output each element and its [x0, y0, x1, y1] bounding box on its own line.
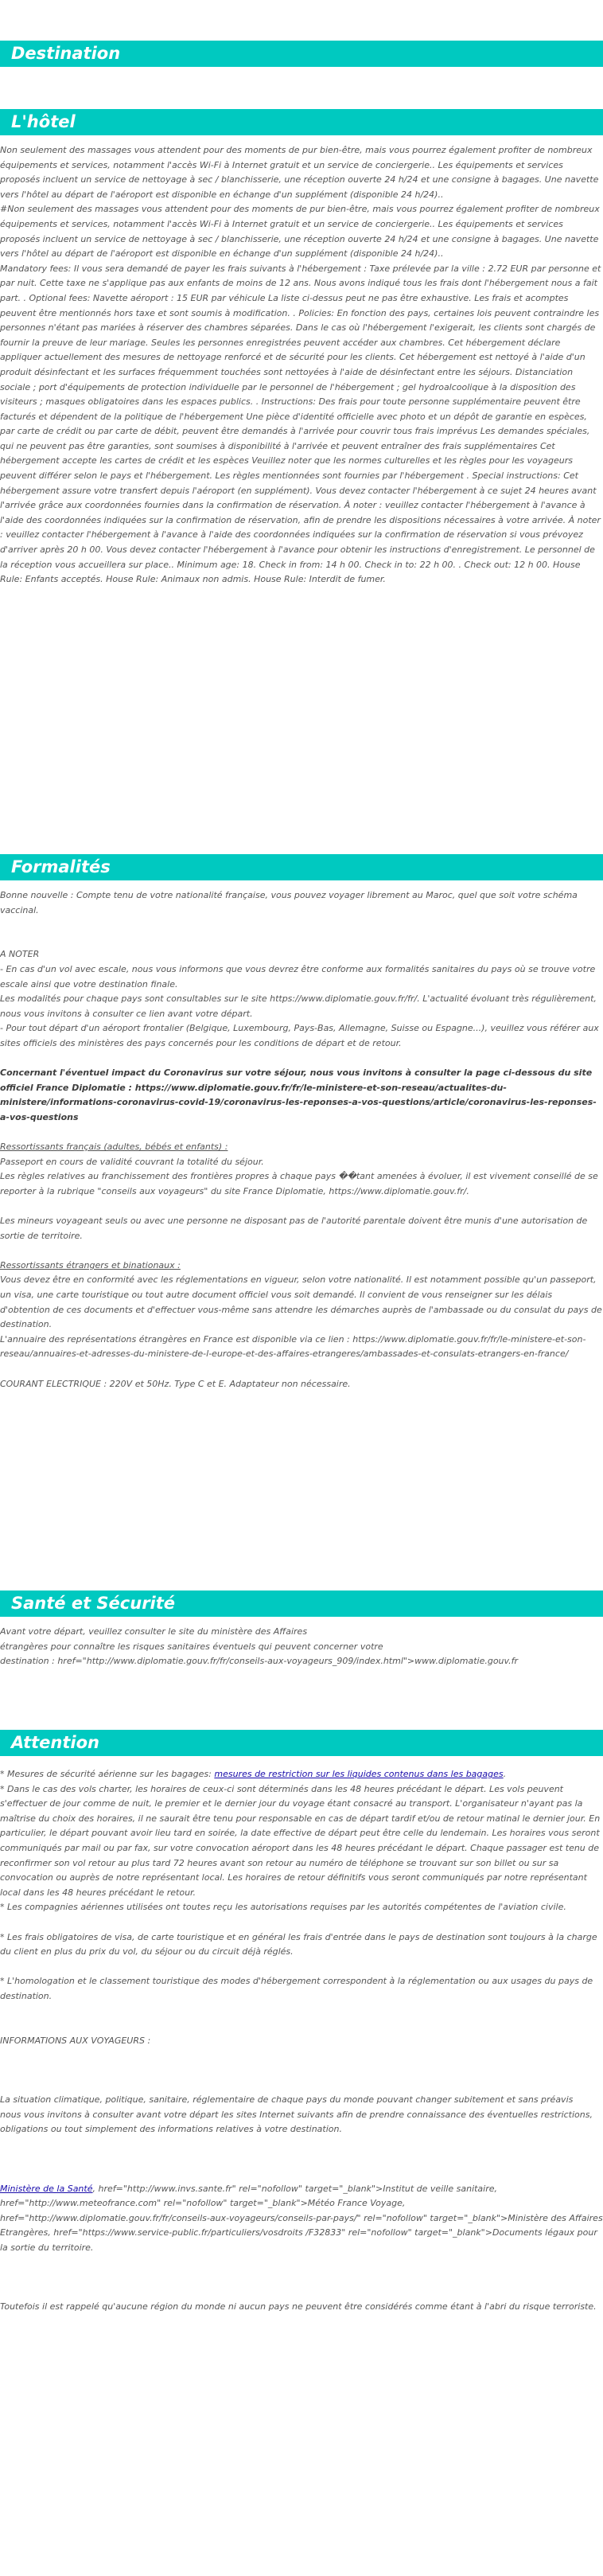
sante-line-2: étrangères pour connaître les risques sanitaires éventuels qui peuvent concerner votre: [0, 1641, 383, 1652]
hotel-description-duplicate: #Non seulement des massages vous attendent pour des moments de pur bien-être, mais vous pourrez également profiter de nombreux équipements et services, notamment l'accès Wi-Fi à Internet gratuit et un service de conciergerie.. Les équipements et services proposés incluent un service de nettoyage à sec / blanchisserie, une réception ouverte 24 h/24 et une consigne à bagages. Une navette vers l'hôtel au départ de l'aéroport est disponible en échange d'un supplément (disponible 24 h/24)..: [0, 204, 600, 260]
sante-line-1: Avant votre départ, veuillez consulter le site du ministère des Affaires: [0, 1626, 308, 1637]
note-modalites: Les modalités pour chaque pays sont consultables sur le site https://www.diplomatie.gouv.fr/fr/. L'actualité évoluant très régulièrement, nous vous invitons à consulter ce lien avant votre départ.: [0, 993, 597, 1019]
frontieres-rules: Les règles relatives au franchissement des frontières propres à chaque pays ��tant amenées à évoluer, il est vivement conseillé de se reporter à la rubrique "conseils aux voyageurs" du site France Diplomatie, https://www.diplomatie.gouv.fr/.: [0, 1171, 598, 1196]
ministere-sante-link[interactable]: Ministère de la Santé: [0, 2183, 93, 2194]
passeport-requirement: Passeport en cours de validité couvrant la totalité du séjour.: [0, 1156, 264, 1167]
sante-line-3: destination : href="http://www.diplomatie.gouv.fr/fr/conseils-aux-voyageurs_909/index.html">www.diplomatie.gouv.fr: [0, 1656, 519, 1667]
covid-notice: Concernant l'éventuel impact du Coronavirus sur votre séjour, nous vous invitons à consulter la page ci-dessous du site officiel France Diplomatie : https://www.diplomatie.gouv.fr/fr/le-ministere-et-son-reseau/actualites-du-ministere/informations-coronavirus-covid-19/coronavirus-les-reponses-a-vos-questions/article/coronavirus-les-reponses-a-vos-questions: [0, 1067, 597, 1122]
mesures-securite: [0, 1767, 603, 1782]
situation-line-2: nous vous invitons à consulter avant votre départ les sites Internet suivants afin de prendre connaissance des éventuelles restrictions, obligations ou tout simplement des informations relatives à votre destination.: [0, 2109, 593, 2135]
mesures-restriction-link[interactable]: mesures de restriction sur les liquides contenus dans les bagages: [214, 1769, 504, 1779]
mineurs-notice: Les mineurs voyageant seuls ou avec une personne ne disposant pas de l'autorité parentale doivent être munis d'une autorisation de sortie de territoire.: [0, 1216, 588, 1241]
section-header-hotel: L'hôtel: [0, 109, 603, 135]
homologation: * L'homologation et le classement touristique des modes d'hébergement correspondent à la réglementation ou aux usages du pays de destination.: [0, 1976, 593, 2001]
hotel-fees-policies: Mandatory fees: Il vous sera demandé de payer les frais suivants à l'hébergement : Taxe prélevée par la ville : 2.72 EUR par personne et par nuit. Cette taxe ne s'applique pas aux enfants de moins de 12 ans. Nous avons indiqué tous les frais dont l'hébergement nous a fait part. . Optional fees: Navette aéroport : 15 EUR par véhicule La liste ci-dessus peut ne pas être exhaustive. Les frais et acomptes peuvent être mentionnés hors taxe et sont soumis à modification. . Policies: En fonction des pays, certaines lois peuvent contraindre les personnes n'étant pas mariées à réserver des chambres séparées. Dans le cas où l'hébergement l'exigerait, les clients sont chargés de fournir la preuve de leur mariage. Seules les personnes enregistrées peuvent accéder aux chambres. Cet hébergement déclare appliquer actuellement des mesures de nettoyage renforcé et de sécurité pour les clients. Cet hébergement est nettoyé à l'aide d'un produit désinfectant et les surfaces fréquemment touchées sont nettoyées à l'aide de désinfectant entre les séjours. Distanciation sociale ; port d'équipements de protection individuelle par le personnel de l'hébergement ; gel hydroalcoolique à la disposition des visiteurs ; masques obligatoires dans les espaces publics. . Instructions: Des frais pour toute personne supplémentaire peuvent être facturés et dépendent de la politique de l'hébergement Une pièce d'identité officielle avec photo et un dépôt de garantie en espèces, par carte de crédit ou par carte de débit, peuvent être demandés à l'arrivée pour couvrir tous frais imprévus Les demandes spéciales, qui ne peuvent pas être garanties, sont soumises à disponibilité à l'arrivée et peuvent entraîner des frais supplémentaires Cet hébergement accepte les cartes de crédit et les espèces Veuillez noter que les normes culturelles et les règles pour les voyageurs peuvent différer selon le pays et l'hébergement. Les règles mentionnées sont fournies par l'hébergement . Special instructions: Cet hébergement assure votre transfert depuis l'aéroport (en supplément). Vous devez contacter l'hébergement à ce sujet 24 heures avant l'arrivée grâce aux coordonnées fournies dans la confirmation de réservation. À noter : veuillez contacter l'hébergement à l'avance à l'aide des coordonnées indiquées sur la confirmation de réservation, afin de prendre les dispositions nécessaires à votre arrivée. À noter : veuillez contacter l'hébergement à l'avance à l'aide des coordonnées indiquées sur la confirmation de réservation si vous prévoyez d'arriver après 20 h 00. Vous devez contacter l'hébergement à l'avance pour obtenir les instructions d'enregistrement. Le personnel de la réception vous accueillera sur place.. Minimum age: 18. Check in from: 14 h 00. Check in to: 22 h 00. . Check out: 12 h 00. House Rule: Enfants acceptés. House Rule: Animaux non admis. House Rule: Interdit de fumer.: [0, 263, 601, 585]
note-aeroport-frontalier: - Pour tout départ d'un aéroport frontalier (Belgique, Luxembourg, Pays-Bas, Allemagne, Suisse ou Espagne...), veuillez vous référer aux sites officiels des ministères des pays concernés pour les conditions de départ et de retour.: [0, 1023, 599, 1048]
risque-terroriste: Toutefois il est rappelé qu'aucune région du monde ni aucun pays ne peuvent être considérés comme étant à l'abri du risque terroriste.: [0, 2301, 597, 2313]
mesures-suffix: .: [503, 1769, 507, 1779]
section-header-attention: Attention: [0, 1730, 603, 1756]
ressortissants-etrangers-title: Ressortissants étrangers et binationaux :: [0, 1259, 181, 1270]
compagnies-aeriennes: * Les compagnies aériennes utilisées ont toutes reçu les autorisations requises par les autorités compétentes de l'aviation civile.: [0, 1902, 566, 1913]
courant-electrique: COURANT ELECTRIQUE : 220V et 50Hz. Type C et E. Adaptateur non nécessaire.: [0, 1378, 351, 1389]
frais-obligatoires: * Les frais obligatoires de visa, de carte touristique et en général les frais d'entrée dans le pays de destination sont toujours à la charge du client en plus du prix du vol, du séjour ou du circuit déjà réglés.: [0, 1931, 597, 1957]
hotel-description: Non seulement des massages vous attendent pour des moments de pur bien-être, mais vous pourrez également profiter de nombreux équipements et services, notamment l'accès Wi-Fi à Internet gratuit et un service de conciergerie.. Les équipements et services proposés incluent un service de nettoyage à sec / blanchisserie, une réception ouverte 24 h/24 et une consigne à bagages. Une navette vers l'hôtel au départ de l'aéroport est disponible en échange d'un supplément (disponible 24 h/24)..: [0, 145, 599, 200]
annuaire-representations: L'annuaire des représentations étrangères en France est disponible via ce lien : https://www.diplomatie.gouv.fr/fr/le-ministere-et-son-reseau/annuaires-et-adresses-du-ministere-de-l-europe-et-des-affaires-etrangeres/ambassades-et-consulats-etrangers-en-france/: [0, 1333, 586, 1360]
etrangers-reglementation: Vous devez être en conformité avec les réglementations en vigueur, selon votre nationalité. Il est notamment possible qu'un passeport, un visa, une carte touristique ou tout autre document officiel vous soit demandé. Il convient de vous renseigner sur les délais d'obtention de ces documents et d'effectuer vous-même sans attendre les démarches auprès de l'ambassade ou du consulat du pays de destination.: [0, 1274, 602, 1330]
hotel-content: [0, 143, 603, 587]
sites-references: [0, 2182, 603, 2256]
section-header-sante: Santé et Sécurité: [0, 1590, 603, 1617]
formalites-intro: Bonne nouvelle : Compte tenu de votre nationalité française, vous pouvez voyager librement au Maroc, quel que soit votre schéma vaccinal.: [0, 890, 578, 915]
informations-voyageurs-title: INFORMATIONS AUX VOYAGEURS :: [0, 2035, 151, 2046]
mesures-prefix: * Mesures de sécurité aérienne sur les bagages:: [0, 1769, 215, 1779]
section-header-formalites: Formalités: [0, 854, 603, 880]
section-header-destination: Destination: [0, 41, 603, 67]
attention-content: [0, 1767, 603, 2315]
sante-content: [0, 1625, 603, 1669]
vols-charter: * Dans le cas des vols charter, les horaires de ceux-ci sont déterminés dans les 48 heures précédant le départ. Les vols peuvent s'effectuer de jour comme de nuit, le premier et le dernier jour du voyage étant consacré au transport. L'organisateur n'ayant pas la maîtrise du choix des horaires, il ne saurait être tenu pour responsable en cas de départ tardif et/ou de retour matinal le dernier jour. En particulier, le départ pouvant avoir lieu tard en soirée, la date effective de départ peut être celle du lendemain. Les horaires vous seront communiqués par mail ou par fax, sur votre convocation aéroport dans les 48 heures précédant le départ. Chaque passager est tenu de reconfirmer son vol retour au plus tard 72 heures avant son retour au numéro de téléphone se trouvant sur son billet ou sur sa convocation ou auprès de notre représentant local. Les horaires de retour définitifs vous seront communiqués par notre représentant local dans les 48 heures précédant le retour.: [0, 1783, 601, 1898]
sites-references-rest: , href="http://www.invs.sante.fr" rel="nofollow" target="_blank">Institut de veille sanitaire, href="http://www.meteofrance.com" rel="nofollow" target="_blank">Météo France Voyage, href="http://www.diplomatie.gouv.fr/fr/conseils-aux-voyageurs/conseils-par-pays/" rel="nofollow" target="_blank">Ministère des Affaires Etrangères, href="https://www.service-public.fr/particuliers/vosdroits /F32833" rel="nofollow" target="_blank">Documents légaux pour la sortie du territoire.: [0, 2183, 603, 2253]
ressortissants-francais-title: Ressortissants français (adultes, bébés et enfants) :: [0, 1142, 228, 1153]
situation-line-1: La situation climatique, politique, sanitaire, réglementaire de chaque pays du monde pouvant changer subitement et sans préavis: [0, 2094, 574, 2106]
formalites-content: [0, 888, 603, 1391]
note-escale: - En cas d'un vol avec escale, nous vous informons que vous devrez être conforme aux formalités sanitaires du pays où se trouve votre escale ainsi que votre destination finale.: [0, 963, 596, 989]
note-title: A NOTER: [0, 949, 40, 960]
